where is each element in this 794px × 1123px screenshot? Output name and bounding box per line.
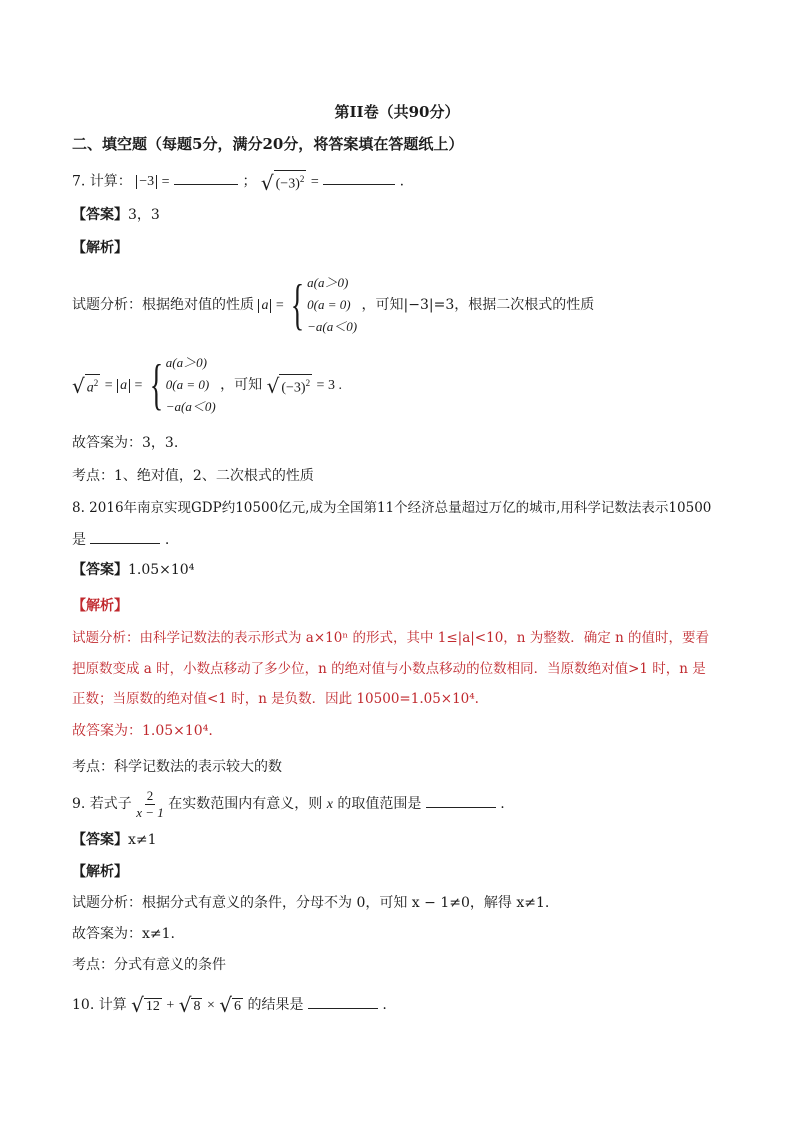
q9-answer: 【答案】x≠1 [72, 832, 157, 848]
q7-analysis-line2: √ $a^2$ = a = { a(a＞0) 0(a = 0) −a(a＜0) ，可知 √ $(-3)^2$ = 3 . [72, 354, 342, 416]
q7-sep: ； [242, 173, 257, 190]
q7-abs-a-2: a [117, 379, 130, 393]
q8-analysis-line2: 把原数变成 a 时，小数点移动了多少位，n 的绝对值与小数点移动的位数相同．当原数绝对值>1 时，n 是 [72, 661, 706, 677]
q7-line2-result: = 3 . [316, 378, 342, 393]
q7-eq1: = [161, 174, 170, 190]
q7-analysis-label: 【解析】 [72, 240, 128, 256]
question-7 [72, 170, 404, 193]
page-title: 第II卷（共90分） [334, 103, 460, 121]
q7-kaodian: 考点：1、绝对值，2、二次根式的性质 [72, 468, 314, 484]
q7-blank-1 [174, 170, 238, 185]
q9-analysis: 试题分析：根据分式有意义的条件，分母不为 0，可知 x − 1≠0，解得 x≠1. [72, 895, 550, 911]
q7-prefix: 7. 计算： [72, 173, 132, 190]
q8-line1: 8. 2016年南京实现GDP约10500亿元,成为全国第11个经济总量超过万亿的城市,用科学记数法表示10500 [72, 500, 712, 516]
q10-sqrt-8: √ 8 [178, 993, 201, 1017]
q7-answer-value: 3，3 [128, 207, 160, 223]
q9-fraction: $\frac{2}{x - 1}$ [136, 787, 164, 820]
q9-conclusion: 故答案为：x≠1. [72, 926, 175, 942]
question-10: 10. 计算 √ 12 + √ 8 × √ 6 的结果是 . [72, 993, 387, 1017]
q7-end: . [399, 173, 405, 190]
q9-kaodian: 考点：分式有意义的条件 [72, 957, 226, 973]
q8-conclusion: 故答案为：1.05×10⁴. [72, 723, 213, 739]
question-9: 9. 若式子 $\frac{2}{x - 1}$ 在实数范围内有意义，则 x 的取值范围是 . [72, 787, 505, 820]
q8-kaodian: 考点：科学记数法的表示较大的数 [72, 759, 282, 775]
q8-line2: 是 . [72, 529, 169, 549]
q7-sqrt-a2: √ $a^2$ [72, 374, 99, 399]
section-header: 二、填空题（每题5分，满分20分，将答案填在答题纸上） [72, 135, 464, 153]
q8-blank [90, 529, 160, 544]
q10-blank [308, 994, 378, 1009]
q7-analysis-line1: 试题分析：根据绝对值的性质 a = { a(a＞0) 0(a = 0) −a(a＜0) ，可知|−3|=3，根据二次根式的性质 [72, 274, 595, 336]
q9-blank [426, 793, 496, 808]
q7-cases-1: { a(a＞0) 0(a = 0) −a(a＜0) [290, 274, 358, 336]
q7-eq2: = [310, 174, 319, 190]
q7-answer-label: 【答案】 [72, 207, 128, 223]
q9-analysis-label: 【解析】 [72, 864, 128, 880]
q7-blank-2 [323, 170, 395, 185]
q7-abs-a: a [258, 299, 271, 313]
q8-analysis-line3: 正数；当原数的绝对值<1 时，n 是负数．因此 10500=1.05×10⁴. [72, 691, 479, 707]
q7-abs: −3 [136, 175, 157, 189]
q8-answer: 【答案】1.05×10⁴ [72, 562, 195, 578]
q7-analysis-prefix: 试题分析：根据绝对值的性质 [72, 297, 254, 313]
q8-analysis-line1: 试题分析：由科学记数法的表示形式为 a×10ⁿ 的形式，其中 1≤|a|<10，n 为整数．确定 n 的值时，要看 [72, 630, 710, 646]
q10-sqrt-6: √ 6 [219, 993, 242, 1017]
q7-conclusion: 故答案为：3，3. [72, 435, 179, 451]
q10-sqrt-12: √ 12 [131, 993, 160, 1017]
q7-analysis-mid: ，可知|−3|=3，根据二次根式的性质 [361, 297, 595, 313]
q7-cases-2: { a(a＞0) 0(a = 0) −a(a＜0) [149, 354, 216, 416]
q7-line2-mid: ，可知 [220, 377, 263, 393]
q7-sqrt-result: √ $(-3)^2$ [266, 374, 311, 399]
q8-analysis-label: 【解析】 [72, 598, 128, 614]
q7-sqrt: √ $(-3)^2$ [260, 170, 305, 195]
q7-answer [72, 206, 160, 224]
